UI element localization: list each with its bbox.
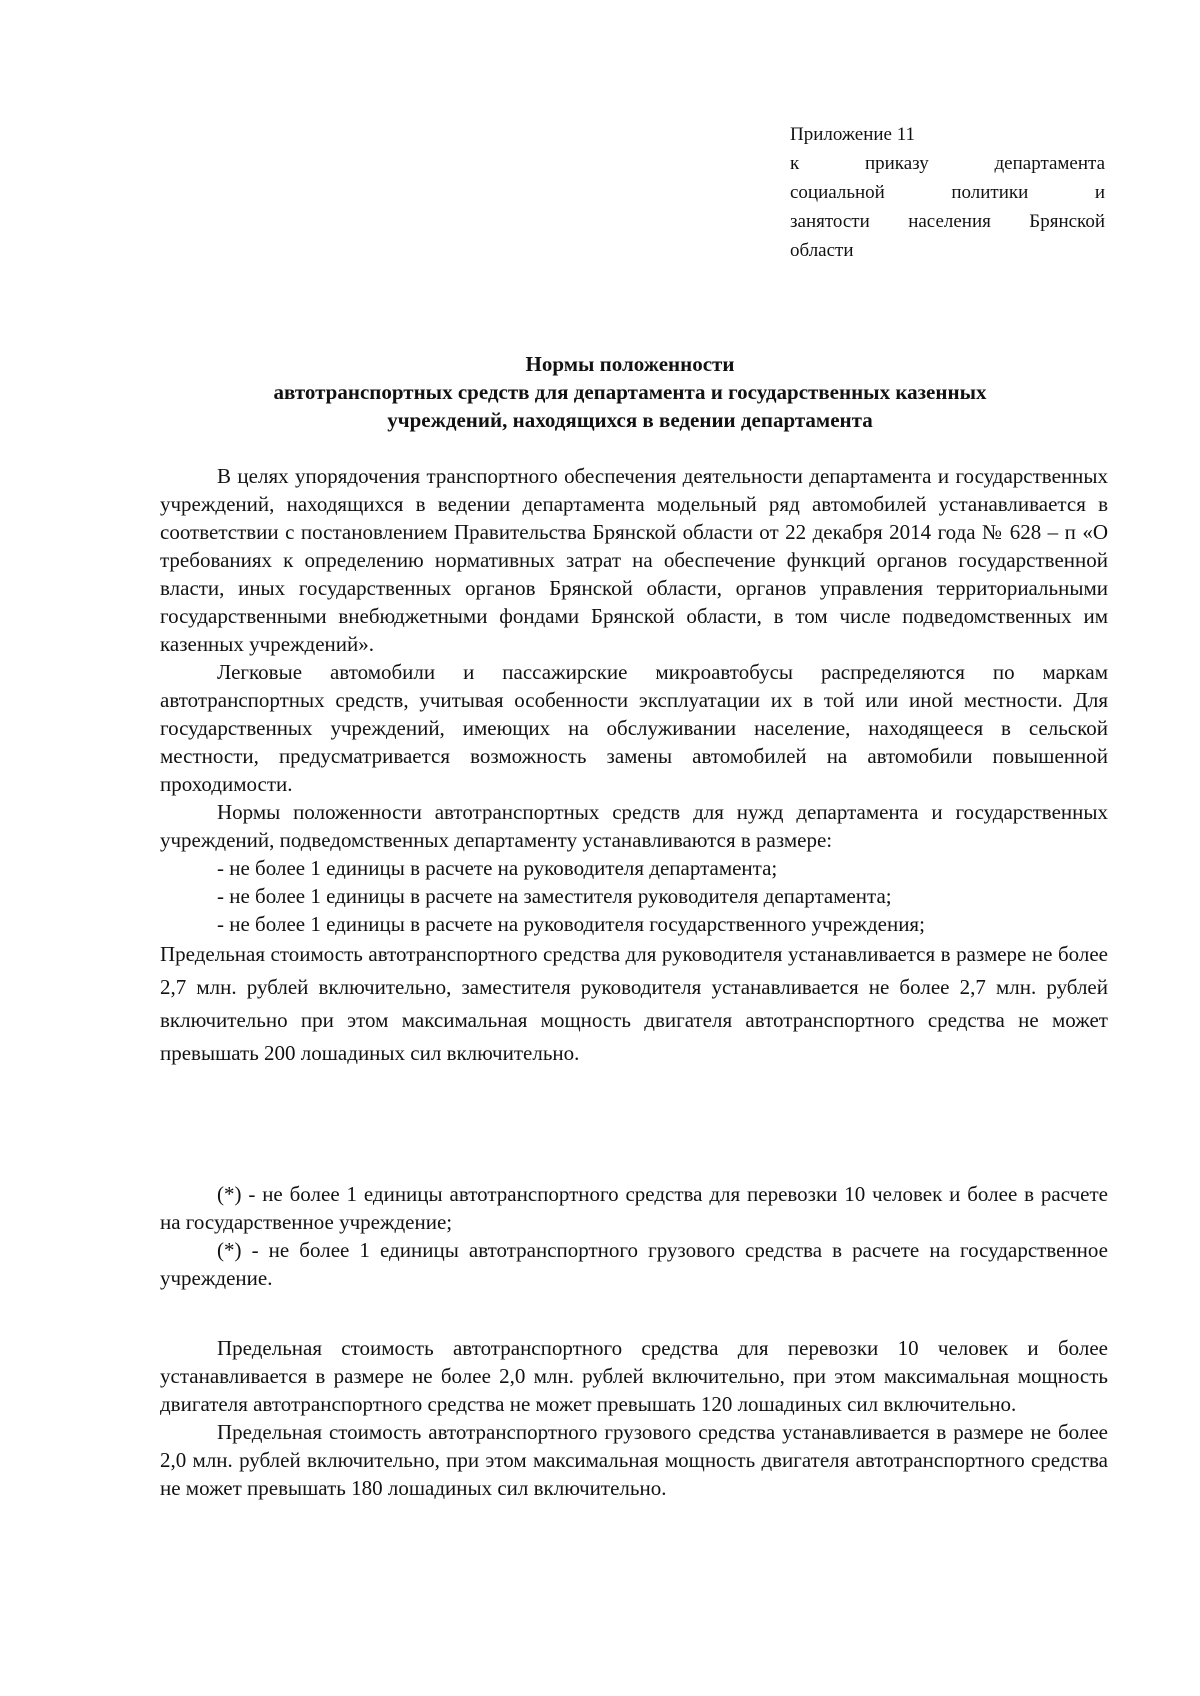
list-item: - не более 1 единицы в расчете на заместителя руководителя департамента; (217, 884, 892, 908)
paragraph: Предельная стоимость автотранспортного средства для руководителя устанавливается в размере не более 2,7 млн. рублей включительно, заместителя руководителя устанавливается не более 2,7 млн. рублей включительно при этом максимальная мощность двигателя автотранспортного средства не может превышать 200 лошадиных сил включительно. (160, 942, 1108, 1065)
paragraph: Предельная стоимость автотранспортного средства для перевозки 10 человек и более устанавливается в размере не более 2,0 млн. рублей включительно, при этом максимальная мощность двигателя автотранспортного средства не может превышать 120 лошадиных сил включительно. (160, 1336, 1108, 1416)
paragraph: Легковые автомобили и пассажирские микроавтобусы распределяются по маркам автотранспортных средств, учитывая особенности эксплуатации их в той или иной местности. Для государственных учреждений, имеющих на обслуживании население, находящееся в сельской местности, предусматривается возможность замены автомобилей на автомобили повышенной проходимости. (160, 660, 1108, 796)
list-item: - не более 1 единицы в расчете на руководителя департамента; (217, 856, 778, 880)
appendix-line: к приказу департамента (790, 153, 1105, 174)
body-section-main (160, 462, 1108, 1070)
note-item: (*) - не более 1 единицы автотранспортного средства для перевозки 10 человек и более в расчете на государственное учреждение; (160, 1182, 1108, 1234)
note-item: (*) - не более 1 единицы автотранспортного грузового средства в расчете на государственное учреждение. (160, 1238, 1108, 1290)
appendix-line: занятости населения Брянской (790, 211, 1105, 232)
body-section-limits (160, 1334, 1108, 1502)
title-line: Нормы положенности (525, 352, 735, 376)
paragraph: Предельная стоимость автотранспортного грузового средства устанавливается в размере не более 2,0 млн. рублей включительно, при этом максимальная мощность двигателя автотранспортного средства не может превышать 180 лошадиных сил включительно. (160, 1420, 1108, 1500)
title-line: автотранспортных средств для департамента и государственных казенных (273, 380, 987, 404)
appendix-block (790, 120, 1105, 265)
document-title (160, 350, 1100, 434)
appendix-line: области (790, 240, 854, 261)
appendix-number: Приложение 11 (790, 124, 916, 145)
appendix-line: социальной политики и (790, 182, 1105, 203)
paragraph: Нормы положенности автотранспортных средств для нужд департамента и государственных учреждений, подведомственных департаменту устанавливаются в размере: (160, 800, 1108, 852)
title-line: учреждений, находящихся в ведении департамента (387, 408, 873, 432)
paragraph: В целях упорядочения транспортного обеспечения деятельности департамента и государственных учреждений, находящихся в ведении департамента модельный ряд автомобилей устанавливается в соответствии с постановлением Правительства Брянской области от 22 декабря 2014 года № 628 – п «О требованиях к определению нормативных затрат на обеспечение функций органов государственной власти, иных государственных органов Брянской области, органов управления территориальными государственными внебюджетными фондами Брянской области, в том числе подведомственных им казенных учреждений». (160, 464, 1108, 656)
body-section-notes (160, 1180, 1108, 1292)
list-item: - не более 1 единицы в расчете на руководителя государственного учреждения; (217, 912, 925, 936)
